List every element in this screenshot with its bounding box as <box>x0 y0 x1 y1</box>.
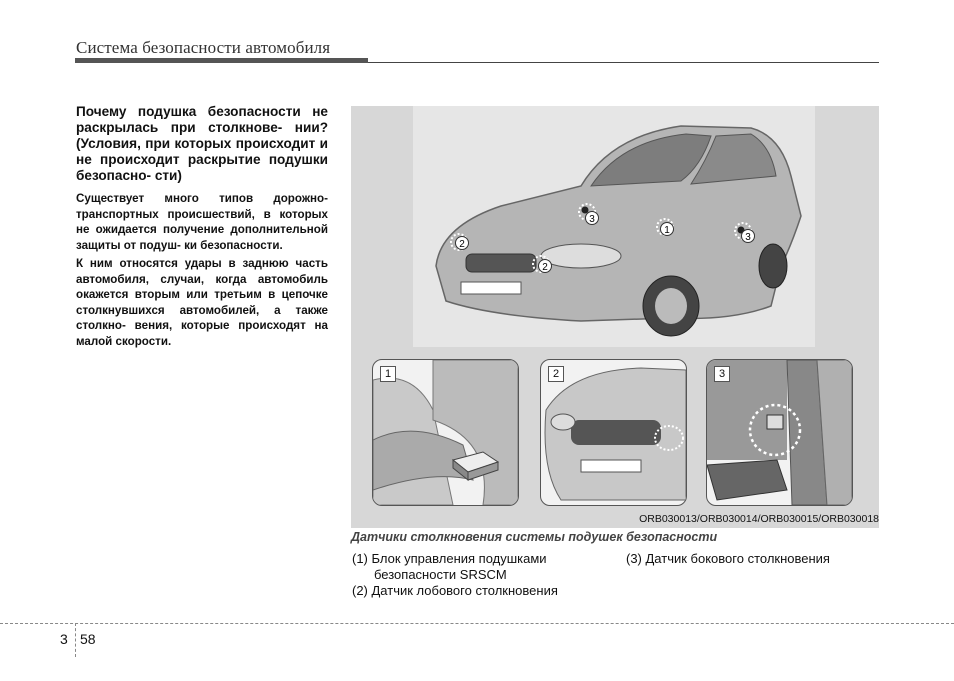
legend-item-2: (2) Датчик лобового столкновения <box>352 583 558 598</box>
paragraph-2: К ним относятся удары в заднюю часть автомобиля, случаи, когда автомобиль окажется вторым или третьим в цепочке столкнувшихся автомобилей, а также столкно- вения, которые происходят на малой скорости. <box>76 257 328 348</box>
paragraph-1: Существует много типов дорожно- транспортных происшествий, в которых не ожидается получение дополнительной защиты от подуш- ки безопасности. <box>76 192 328 252</box>
header-rule <box>368 62 879 63</box>
body-text-column <box>76 104 328 352</box>
svg-text:2: 2 <box>542 262 548 273</box>
svg-text:1: 1 <box>664 225 670 236</box>
inset-srscm <box>372 359 519 506</box>
inset-number-3: 3 <box>714 366 730 382</box>
legend-item-1-line-1: (1) Блок управления подушками <box>352 551 547 566</box>
inset-number-2: 2 <box>548 366 564 382</box>
legend-item-3: (3) Датчик бокового столкновения <box>626 551 830 566</box>
section-question-heading: Почему подушка безопасности не раскрылась при столкнове- нии? (Условия, при которых происходит и не происходит раскрытие подушки безопасно- сти) <box>76 104 328 183</box>
header-bar <box>75 58 368 63</box>
inset-number-1: 1 <box>380 366 396 382</box>
figure-code: ORB030013/ORB030014/ORB030015/ORB030018 <box>639 513 879 525</box>
running-header: Система безопасности автомобиля <box>76 38 331 57</box>
car-illustration <box>351 106 879 351</box>
legend-item-1 <box>352 551 547 583</box>
footer-rule <box>0 623 954 624</box>
inset-side-sensor <box>706 359 853 506</box>
footer-section-number: 3 <box>60 631 68 647</box>
svg-text:2: 2 <box>459 239 465 250</box>
legend-item-1-line-2: безопасности SRSCM <box>374 567 507 582</box>
footer-page-number: 58 <box>80 631 96 647</box>
svg-text:3: 3 <box>589 214 595 225</box>
svg-text:3: 3 <box>745 232 751 243</box>
sensor-figure <box>351 106 879 528</box>
footer-divider <box>75 623 76 657</box>
inset-front-sensor <box>540 359 687 506</box>
figure-caption: Датчики столкновения системы подушек безопасности <box>351 530 718 544</box>
